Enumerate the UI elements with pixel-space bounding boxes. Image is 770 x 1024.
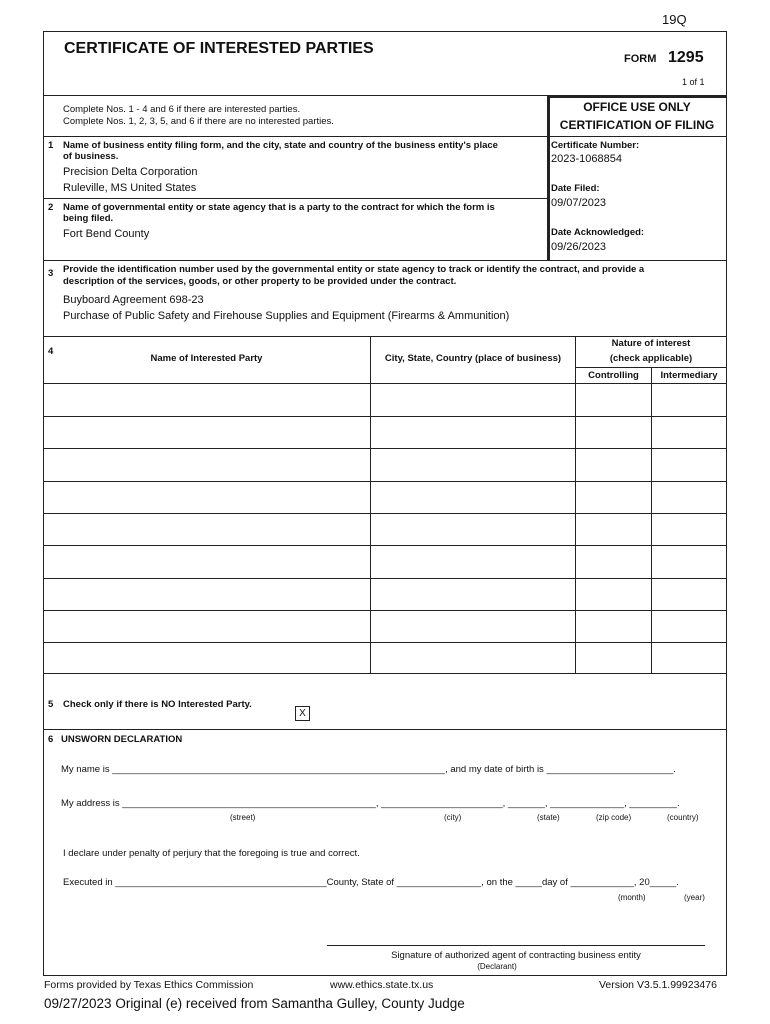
table-row-line: [43, 610, 727, 611]
executed-in-line[interactable]: Executed in ________________________________________County, State of ________________, on the _____day of ____________, 20_____.: [63, 877, 679, 888]
address-city-caption: (city): [444, 813, 462, 822]
section3-label-2: description of the services, goods, or other property to be provided under the contract.: [63, 276, 457, 287]
table-row-line: [43, 642, 727, 643]
form-title: CERTIFICATE OF INTERESTED PARTIES: [64, 40, 374, 57]
office-use-title: OFFICE USE ONLY: [583, 100, 691, 114]
section5-number: 5: [48, 699, 54, 710]
table-row-line: [43, 578, 727, 579]
date-ack-label: Date Acknowledged:: [551, 227, 645, 238]
table-col-divider-1: [370, 336, 371, 673]
business-entity-name: Precision Delta Corporation: [63, 166, 198, 178]
cert-number-label: Certificate Number:: [551, 140, 640, 151]
no-interested-party-checkbox[interactable]: X: [295, 706, 310, 721]
section6-top: [43, 729, 727, 730]
table-row-line: [43, 383, 727, 384]
month-caption: (month): [618, 893, 646, 902]
date-filed-value: 09/07/2023: [551, 197, 607, 209]
instructions-line1: Complete Nos. 1 - 4 and 6 if there are interested parties.: [63, 104, 301, 115]
corner-code: 19Q: [662, 12, 687, 27]
address-state-caption: (state): [537, 813, 560, 822]
year-caption: (year): [684, 893, 705, 902]
section1-label-2: of business.: [63, 151, 119, 162]
frame-right: [726, 31, 727, 975]
office-divider: [549, 136, 726, 137]
frame-top: [43, 31, 727, 32]
col-nature-header-2: (check applicable): [609, 353, 693, 364]
date-ack-value: 09/26/2023: [551, 241, 607, 253]
section3-number: 3: [48, 268, 54, 279]
col-name-header: Name of Interested Party: [150, 353, 263, 364]
section2-label-1: Name of governmental entity or state agency that is a party to the contract for which the form is: [63, 202, 495, 213]
table-col-divider-2: [575, 336, 576, 673]
footer-website[interactable]: www.ethics.state.tx.us: [330, 979, 434, 991]
section6-number: 6: [48, 734, 54, 745]
footer-provider: Forms provided by Texas Ethics Commission: [44, 979, 254, 991]
section4-number: 4: [48, 346, 54, 357]
col-controlling-header: Controlling: [588, 370, 639, 381]
frame-bottom: [43, 975, 727, 976]
section2-label-2: being filed.: [63, 213, 114, 224]
date-filed-label: Date Filed:: [551, 183, 600, 194]
table-row-line: [43, 481, 727, 482]
received-stamp: 09/27/2023 Original (e) received from Samantha Gulley, County Judge: [44, 996, 465, 1011]
section3-top: [43, 260, 727, 261]
col-intermediary-header: Intermediary: [660, 370, 718, 381]
table-row-line: [43, 416, 727, 417]
col-nature-header-1: Nature of interest: [611, 338, 691, 349]
perjury-statement: I declare under penalty of perjury that the foregoing is true and correct.: [63, 848, 360, 859]
address-country-caption: (country): [667, 813, 699, 822]
section2-number: 2: [48, 202, 54, 213]
table-row-line: [43, 545, 727, 546]
col-city-header: City, State, Country (place of business): [384, 353, 562, 364]
certification-title: CERTIFICATION OF FILING: [559, 118, 715, 132]
signature-line[interactable]: [327, 945, 705, 946]
section1-top: [43, 136, 548, 137]
section6-title: UNSWORN DECLARATION: [61, 734, 183, 745]
section5-label: Check only if there is NO Interested Party.: [63, 699, 252, 710]
table-row-line: [43, 448, 727, 449]
table-row-line: [43, 673, 727, 674]
frame-left: [43, 31, 44, 975]
form-number: 1295: [668, 49, 704, 66]
declarant-caption: (Declarant): [477, 962, 517, 971]
nature-subheader-line: [575, 367, 726, 368]
footer-version: Version V3.5.1.99923476: [599, 979, 717, 991]
business-entity-location: Ruleville, MS United States: [63, 182, 197, 194]
section1-number: 1: [48, 140, 54, 151]
address-street-caption: (street): [230, 813, 256, 822]
signature-label: Signature of authorized agent of contracting business entity: [391, 950, 641, 961]
governmental-entity-name: Fort Bend County: [63, 228, 150, 240]
page-of: 1 of 1: [682, 77, 705, 87]
table-row-line: [43, 513, 727, 514]
instructions-line2: Complete Nos. 1, 2, 3, 5, and 6 if there are no interested parties.: [63, 116, 334, 127]
declaration-address-line[interactable]: My address is ________________________________________________, _______________________, _______, ______________, _________.: [61, 798, 680, 809]
address-zip-caption: (zip code): [596, 813, 632, 822]
declaration-name-line[interactable]: My name is _______________________________________________________________, and my date of birth is ________________________.: [61, 764, 676, 775]
contract-description: Purchase of Public Safety and Firehouse Supplies and Equipment (Firearms & Ammunition): [63, 310, 510, 322]
table-col-divider-3: [651, 367, 652, 673]
form-label: FORM: [624, 53, 657, 65]
cert-number-value: 2023-1068854: [551, 153, 622, 165]
contract-id: Buyboard Agreement 698-23: [63, 294, 204, 306]
section4-top: [43, 336, 727, 337]
section1-label-1: Name of business entity filing form, and the city, state and country of the business entity's place: [63, 140, 498, 151]
section2-top: [43, 198, 548, 199]
section3-label-1: Provide the identification number used by the governmental entity or state agency to track or identify the contract, and provide a: [63, 264, 645, 275]
